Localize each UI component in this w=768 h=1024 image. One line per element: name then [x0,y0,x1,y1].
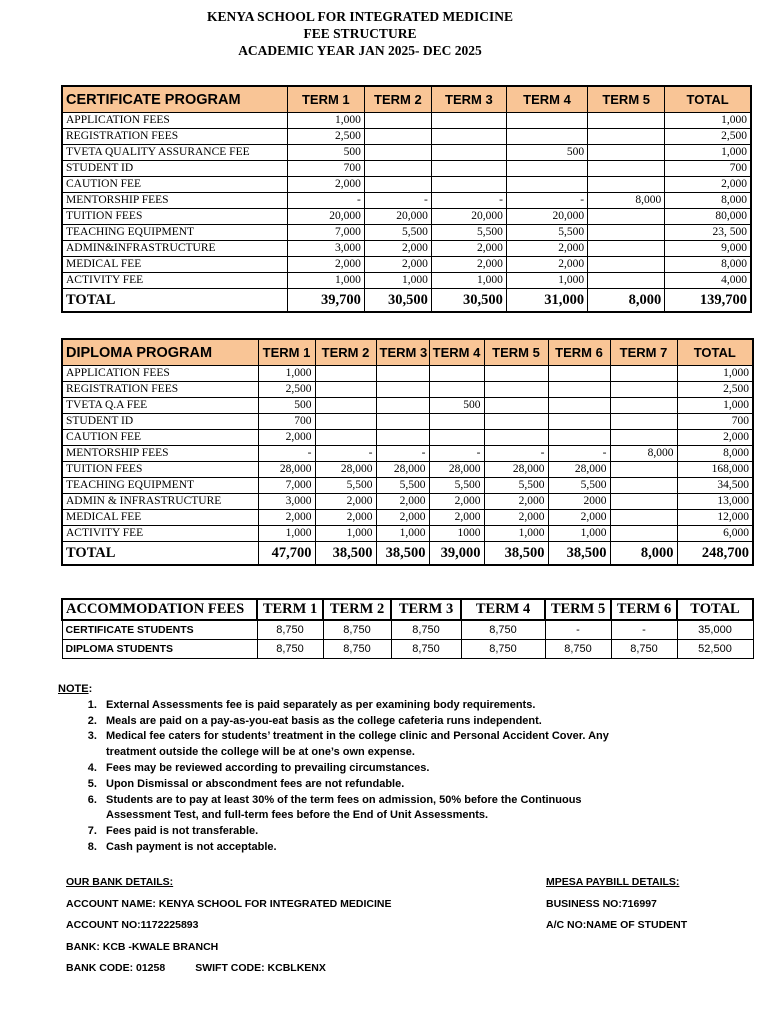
total-cell: 39,000 [429,542,484,566]
total-cell: 8,000 [610,542,677,566]
row-label: ADMIN&INFRASTRUCTURE [62,241,287,257]
fee-cell [484,398,548,414]
fee-cell: 5,500 [548,478,610,494]
fee-cell: 20,000 [506,209,587,225]
diploma-fee-table [61,338,754,566]
fee-cell: - [258,446,315,462]
fee-cell [431,129,506,145]
fee-cell: 700 [665,161,751,177]
row-label: MEDICAL FEE [62,510,258,526]
certificate-fee-table [61,85,752,313]
fee-cell [588,129,665,145]
fee-cell: - [376,446,429,462]
total-cell: 139,700 [665,289,751,313]
fee-cell: 2,000 [429,494,484,510]
note-item: 7. Fees paid is not transferable. [100,824,626,840]
row-label: MENTORSHIP FEES [62,446,258,462]
fee-cell: 1,000 [665,145,751,161]
fee-cell: 1,000 [258,526,315,542]
table-row [62,510,753,526]
fee-cell: 500 [287,145,364,161]
table-row [62,366,753,382]
fee-cell: 28,000 [429,462,484,478]
fee-cell: 8,750 [257,620,323,640]
fee-cell [588,241,665,257]
row-label: ACTIVITY FEE [62,526,258,542]
total-cell: 47,700 [258,542,315,566]
total-cell: 31,000 [506,289,587,313]
note-item: 1. External Assessments fee is paid separately as per examining body requirements. [100,698,626,714]
fee-cell: 2,000 [376,494,429,510]
school-name: KENYA SCHOOL FOR INTEGRATED MEDICINE [206,9,514,24]
column-header: TERM 5 [484,339,548,366]
row-label: REGISTRATION FEES [62,129,287,145]
fee-cell [431,145,506,161]
fee-cell [588,273,665,289]
table-row [62,446,753,462]
total-label: TOTAL [62,289,287,313]
fee-cell: 20,000 [431,209,506,225]
column-header: TERM 5 [588,86,665,113]
account-instruction: A/C NO:NAME OF STUDENT [546,919,688,931]
account-number: ACCOUNT NO:1172225893 [66,919,199,931]
total-cell: 38,500 [548,542,610,566]
row-label: TEACHING EQUIPMENT [62,478,258,494]
fee-cell: 2,000 [429,510,484,526]
fee-cell: 28,000 [315,462,376,478]
column-header: TERM 2 [323,599,391,620]
fee-cell: 2,000 [364,241,431,257]
fee-cell [364,177,431,193]
fee-cell: 1,000 [364,273,431,289]
fee-cell: 5,500 [376,478,429,494]
fee-cell: 20,000 [287,209,364,225]
column-header: TERM 6 [611,599,677,620]
fee-cell: 1,000 [548,526,610,542]
fee-cell [588,161,665,177]
column-header: TERM 4 [506,86,587,113]
row-label: STUDENT ID [62,161,287,177]
row-label: TEACHING EQUIPMENT [62,225,287,241]
fee-cell: 28,000 [548,462,610,478]
fee-cell: - [548,446,610,462]
column-header: TERM 1 [287,86,364,113]
fee-cell: - [611,620,677,640]
fee-cell: 2,000 [287,177,364,193]
column-header: TERM 4 [429,339,484,366]
fee-cell: 5,500 [506,225,587,241]
fee-cell: 2,000 [665,177,751,193]
fee-cell [429,414,484,430]
table-header-row [62,86,751,113]
total-row [62,289,751,313]
fee-cell: 23, 500 [665,225,751,241]
accommodation-rows [62,620,753,659]
column-header: TOTAL [677,339,753,366]
note-item: 2. Meals are paid on a pay-as-you-eat basis as the college cafeteria runs independent. [100,714,626,730]
fee-cell [610,510,677,526]
table-row [62,494,753,510]
fee-cell: 8,750 [257,640,323,659]
row-label: ADMIN & INFRASTRUCTURE [62,494,258,510]
fee-cell: 2,000 [315,510,376,526]
fee-cell [548,398,610,414]
table-header-row [62,339,753,366]
fee-cell [506,161,587,177]
fee-cell: 2,000 [506,257,587,273]
fee-cell [610,414,677,430]
fee-cell [548,414,610,430]
fee-cell [506,129,587,145]
fee-cell: 500 [429,398,484,414]
table-row [62,478,753,494]
table-row [62,430,753,446]
document-header [0,8,720,59]
fee-cell: 2,500 [287,129,364,145]
fee-cell [610,382,677,398]
fee-cell [315,382,376,398]
total-cell: 248,700 [677,542,753,566]
note-item: 4. Fees may be reviewed according to prevailing circumstances. [100,761,626,777]
fee-cell: 4,000 [665,273,751,289]
fee-cell: 1000 [429,526,484,542]
note-item: 6. Students are to pay at least 30% of the term fees on admission, 50% before the Continuous Assessment Test, and full-term fees before the End of Unit Assessments. [100,793,626,825]
mpesa-heading: MPESA PAYBILL DETAILS: [546,876,680,888]
table-row [62,273,751,289]
fee-cell [315,366,376,382]
fee-cell: 8,750 [323,640,391,659]
fee-cell: 8,000 [588,193,665,209]
column-header: TERM 3 [391,599,461,620]
table-row [62,526,753,542]
total-cell: 30,500 [431,289,506,313]
table-row [62,113,751,129]
column-header: TERM 1 [258,339,315,366]
fee-cell: 3,000 [287,241,364,257]
fee-cell: 2,000 [484,510,548,526]
fee-cell: - [364,193,431,209]
table-row [62,209,751,225]
fee-cell [429,382,484,398]
fee-cell: 52,500 [677,640,753,659]
account-name: ACCOUNT NAME: KENYA SCHOOL FOR INTEGRATED MEDICINE [66,897,392,910]
fee-cell [315,430,376,446]
fee-cell: 2,000 [258,430,315,446]
fee-cell: 7,000 [287,225,364,241]
fee-cell: 8,750 [323,620,391,640]
row-label: TVETA QUALITY ASSURANCE FEE [62,145,287,161]
fee-cell: 1,000 [665,113,751,129]
fee-cell: - [545,620,611,640]
fee-cell [548,430,610,446]
diploma-rows [62,366,753,566]
fee-cell: 6,000 [677,526,753,542]
table-row [62,225,751,241]
fee-cell: 5,500 [429,478,484,494]
total-cell: 8,000 [588,289,665,313]
column-header: TERM 3 [376,339,429,366]
fee-cell [610,462,677,478]
fee-cell [431,177,506,193]
bank-branch: BANK: KCB -KWALE BRANCH [66,940,219,953]
bank-details [66,872,392,980]
column-header: TERM 3 [431,86,506,113]
fee-cell: 80,000 [665,209,751,225]
fee-cell: 5,500 [364,225,431,241]
fee-cell: 2,000 [677,430,753,446]
fee-cell: 8,750 [545,640,611,659]
notes-heading: NOTE [58,683,89,695]
column-header: TERM 7 [610,339,677,366]
total-row [62,542,753,566]
fee-cell [484,366,548,382]
fee-cell [588,177,665,193]
fee-cell [506,113,587,129]
bank-details-heading: OUR BANK DETAILS: [66,876,174,888]
fee-cell: 9,000 [665,241,751,257]
fee-cell: 20,000 [364,209,431,225]
note-item: 3. Medical fee caters for students’ treatment in the college clinic and Personal Accident Cover. Any treatment outside the college will be at one’s own expense. [100,729,626,761]
fee-cell: 2000 [548,494,610,510]
fee-cell [588,145,665,161]
fee-cell: 1,000 [376,526,429,542]
fee-cell: 1,000 [431,273,506,289]
fee-cell: 5,500 [315,478,376,494]
mpesa-details [546,872,687,937]
fee-cell: 500 [506,145,587,161]
column-header: TOTAL [677,599,753,620]
fee-cell [364,161,431,177]
fee-cell [484,382,548,398]
table-row [62,193,751,209]
fee-cell: 700 [258,414,315,430]
fee-cell: 1,000 [315,526,376,542]
swift-code: SWIFT CODE: KCBLKENX [195,962,326,974]
fee-cell: 2,000 [431,241,506,257]
table-row [62,620,753,640]
row-label: MENTORSHIP FEES [62,193,287,209]
fee-cell: 8,750 [461,640,545,659]
row-label: ACTIVITY FEE [62,273,287,289]
fee-cell: 8,750 [391,640,461,659]
fee-cell: 1,000 [677,366,753,382]
fee-cell [588,257,665,273]
fee-cell [610,430,677,446]
notes-list [58,698,626,856]
document-title: FEE STRUCTURE [303,26,417,41]
fee-cell: 2,000 [506,241,587,257]
row-label: TVETA Q.A FEE [62,398,258,414]
column-header: TERM 6 [548,339,610,366]
fee-cell [484,414,548,430]
fee-cell [506,177,587,193]
fee-cell: 1,000 [484,526,548,542]
fee-cell [610,494,677,510]
row-label: APPLICATION FEES [62,113,287,129]
table-row [62,177,751,193]
row-label: APPLICATION FEES [62,366,258,382]
fee-cell: 13,000 [677,494,753,510]
fee-cell: 2,000 [484,494,548,510]
fee-cell [429,366,484,382]
column-header: TERM 4 [461,599,545,620]
fee-cell: 2,500 [677,382,753,398]
fee-cell: 2,500 [258,382,315,398]
fee-cell [364,145,431,161]
fee-cell: - [429,446,484,462]
table-header-row [62,599,753,620]
notes-section: NOTE: 1. External Assessments fee is paid separately as per examining body requirements. 2. Meals are paid on a pay-as-you-eat basis as the college cafeteria runs independent. 3. Medical fee caters for students’ treatment in the college clinic and Personal Accident Cover. Any treatment outside the college will be at one’s own expense. 4. Fees may be reviewed according to prevailing circumstances. 5. Upon Dismissal or abscondment fees are not refundable. 6. Students are to pay at least 30% of the term fees on admission, 50% before the Continuous Assessment Test, and full-term fees before the End of Unit Assessments. 7. Fees paid is not transferable. 8. Cash payment is not acceptable. [58,682,626,856]
table-row [62,382,753,398]
fee-cell: 34,500 [677,478,753,494]
fee-cell [610,526,677,542]
fee-cell [588,209,665,225]
fee-cell: - [287,193,364,209]
row-label: MEDICAL FEE [62,257,287,273]
row-label: STUDENT ID [62,414,258,430]
fee-cell: 3,000 [258,494,315,510]
business-number: BUSINESS NO:716997 [546,897,657,910]
fee-cell: 28,000 [376,462,429,478]
fee-cell: 1,000 [258,366,315,382]
fee-cell [315,398,376,414]
column-header: TERM 1 [257,599,323,620]
fee-cell: 2,000 [364,257,431,273]
fee-cell: 5,500 [484,478,548,494]
fee-cell [431,161,506,177]
fee-cell: 28,000 [484,462,548,478]
fee-cell [548,382,610,398]
total-cell: 38,500 [484,542,548,566]
fee-cell: - [315,446,376,462]
fee-cell: 35,000 [677,620,753,640]
total-label: TOTAL [62,542,258,566]
row-label: CAUTION FEE [62,177,287,193]
table-row [62,462,753,478]
row-label: DIPLOMA STUDENTS [62,640,257,659]
fee-cell: 5,500 [431,225,506,241]
fee-cell: 7,000 [258,478,315,494]
table-row [62,145,751,161]
fee-cell [588,113,665,129]
program-title: DIPLOMA PROGRAM [62,339,258,366]
fee-cell: - [484,446,548,462]
table-row [62,161,751,177]
table-row [62,398,753,414]
fee-cell [610,478,677,494]
fee-cell [376,382,429,398]
certificate-rows [62,113,751,313]
row-label: CERTIFICATE STUDENTS [62,620,257,640]
table-row [62,241,751,257]
column-header: TERM 2 [315,339,376,366]
table-row [62,257,751,273]
fee-cell: 1,000 [287,113,364,129]
table-row [62,129,751,145]
fee-cell [376,366,429,382]
fee-cell: 2,000 [376,510,429,526]
row-label: CAUTION FEE [62,430,258,446]
fee-cell: 1,000 [677,398,753,414]
fee-cell [376,398,429,414]
fee-cell [484,430,548,446]
total-cell: 38,500 [315,542,376,566]
fee-cell: 12,000 [677,510,753,526]
fee-cell [376,414,429,430]
total-cell: 30,500 [364,289,431,313]
column-header: TERM 5 [545,599,611,620]
note-item: 8. Cash payment is not acceptable. [100,840,626,856]
fee-cell: 700 [677,414,753,430]
fee-cell: - [506,193,587,209]
fee-cell [376,430,429,446]
note-item: 5. Upon Dismissal or abscondment fees are not refundable. [100,777,626,793]
fee-cell [588,225,665,241]
column-header: TOTAL [665,86,751,113]
fee-cell [429,430,484,446]
fee-cell: 8,000 [665,257,751,273]
fee-cell: 8,750 [461,620,545,640]
fee-cell: 2,000 [287,257,364,273]
fee-cell: 2,000 [431,257,506,273]
column-header: TERM 2 [364,86,431,113]
fee-cell: 168,000 [677,462,753,478]
fee-cell [548,366,610,382]
fee-cell: 28,000 [258,462,315,478]
fee-cell [364,129,431,145]
fee-cell: 2,000 [548,510,610,526]
fee-cell: 8,750 [611,640,677,659]
fee-cell: 8,000 [677,446,753,462]
total-cell: 39,700 [287,289,364,313]
row-label: TUITION FEES [62,462,258,478]
fee-cell: 8,750 [391,620,461,640]
table-row [62,414,753,430]
fee-cell: 700 [287,161,364,177]
fee-cell: 1,000 [506,273,587,289]
fee-cell: - [431,193,506,209]
row-label: TUITION FEES [62,209,287,225]
fee-cell [364,113,431,129]
row-label: REGISTRATION FEES [62,382,258,398]
fee-cell [315,414,376,430]
accommodation-fee-table [61,598,754,659]
accommodation-title: ACCOMMODATION FEES [62,599,257,620]
fee-cell: 8,000 [610,446,677,462]
academic-year: ACADEMIC YEAR JAN 2025- DEC 2025 [238,43,482,58]
fee-cell [610,366,677,382]
fee-cell: 2,000 [315,494,376,510]
table-row [62,640,753,659]
total-cell: 38,500 [376,542,429,566]
fee-cell: 1,000 [287,273,364,289]
bank-code: BANK CODE: 01258 [66,962,166,974]
fee-cell [610,398,677,414]
fee-cell: 2,500 [665,129,751,145]
fee-cell [431,113,506,129]
fee-cell: 500 [258,398,315,414]
fee-cell: 2,000 [258,510,315,526]
program-title: CERTIFICATE PROGRAM [62,86,287,113]
fee-cell: 8,000 [665,193,751,209]
